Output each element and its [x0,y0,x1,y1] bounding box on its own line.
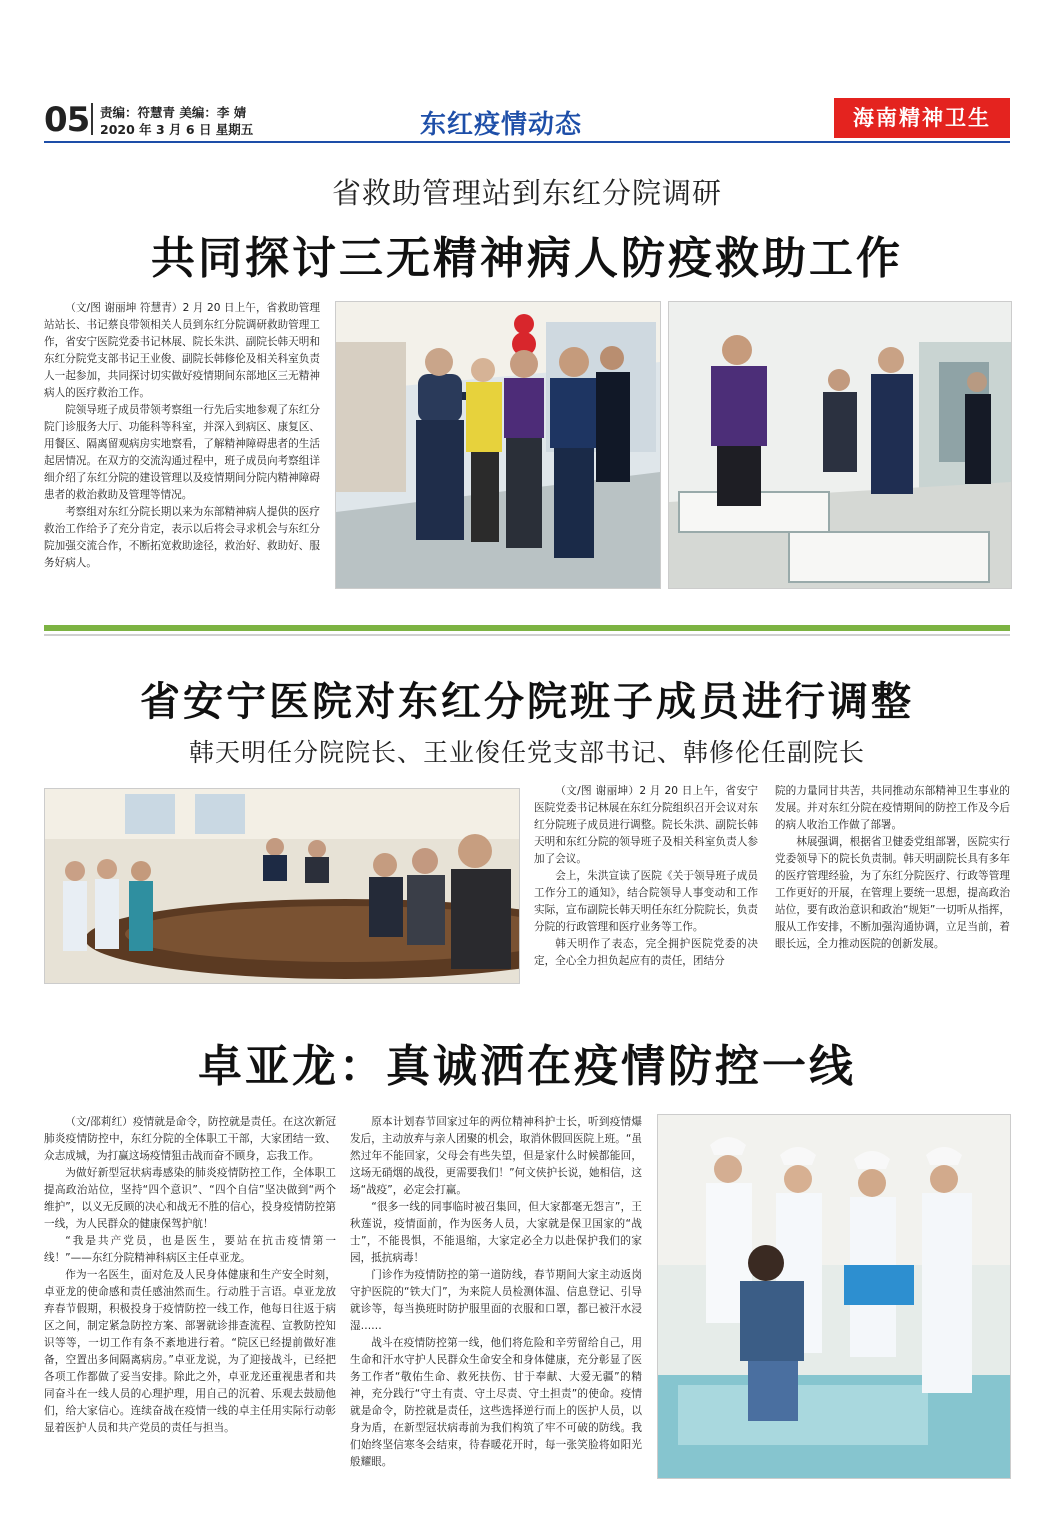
article1-paragraph: 院领导班子成员带领考察组一行先后实地参观了东红分院门诊服务大厅、功能科等科室，并深入到病区、康复区、用餐区、隔离留观病房实地察看，了解精神障碍患者的生活起居情况。在双方的交流沟通过程中，班子成员向考察组详细介绍了东红分院的建设管理以及疫情期间分院内精神障碍患者的救治救助及管理等情况。 [44,404,320,501]
article1-paragraph: （文/图 谢丽坤 符慧青）2 月 20 日上午，省救助管理站站长、书记蔡良带领相关人员到东红分院调研救助管理工作，省安宁医院党委书记林展、院长朱洪、副院长韩天明和东红分院党支部书记王业俊、副院长韩修伦及相关科室负责人一起参加，共同探讨切实做好疫情期间东部地区三无精神病人的医疗救治工作。 [44,302,320,399]
article2-paragraph: （文/图 谢丽坤）2 月 20 日上午，省安宁医院党委书记林展在东红分院组织召开会议对东红分院班子成员进行调整。院长朱洪、副院长韩天明和东红分院的领导班子及相关科室负责人参加了会议。 [534,785,758,865]
article1-headline: 共同探讨三无精神病人防疫救助工作 [151,233,903,284]
header-rule [44,141,1010,143]
photo-meeting [44,788,520,984]
photo-nurses-patient-image [658,1115,1010,1478]
article3-paragraph: “很多一线的同事临时被召集回，但大家都毫无怨言”，王秋莲说，疫情面前，作为医务人员，大家就是保卫国家的“战士”，不能畏惧，不能退缩，大家定必全力以赴保护我们的家园，抵抗病毒！ [350,1201,642,1264]
article3-column-2 [350,1114,642,1489]
photo-meeting-image [45,789,519,983]
photo-corridor-visit-image [336,302,660,588]
article2-paragraph: 院的力量同甘共苦，共同推动东部精神卫生事业的发展。并对东红分院在疫情期间的防控工作及今后的病人收治工作做了部署。 [775,785,1010,831]
article3-headline: 卓亚龙：真诚洒在疫情防控一线 [198,1041,856,1092]
article2-paragraph: 林展强调，根据省卫健委党组部署，医院实行党委领导下的院长负责制。韩天明副院长具有多年的医疗管理经验，为了东红分院医疗、行政等管理工作更好的开展，在管理上要统一思想，提高政治站位，要有政治意识和政治“规矩”一切听从指挥，服从工作安排，不断加强沟通协调，立足当前，着眼长远，全力推动医院的创新发展。 [775,836,1010,950]
article1-body [44,300,320,590]
article3-paragraph: 作为一名医生，面对危及人民身体健康和生产安全时刻，卓亚龙的使命感和责任感油然而生。行动胜于言语。卓亚龙放弃春节假期，积极投身于疫情防控一线工作，他每日往返于病区之间，制定紧急防控方案、部署就诊排查流程、宣教防控知识等等，一切工作有条不紊地进行着。“院区已经提前做好准备，空置出多间隔离病房。”卓亚龙说，为了迎接战斗，已经把各项工作都做了妥当安排。除此之外，卓亚龙还重视患者和共同奋斗在一线人员的心理护理，用自己的沉着、乐观去鼓励他们，给大家信心。连续奋战在疫情一线的卓主任用实际行动彰显着医护人员和共产党员的责任与担当。 [44,1269,336,1434]
article1-kicker: 省救助管理站到东红分院调研 [331,176,722,210]
article1-paragraph: 考察组对东红分院长期以来为东部精神病人提供的医疗救治工作给予了充分肯定，表示以后将会寻求机会与东红分院加强交流合作，不断拓宽救助途径，救治好、救助好、服务好病人。 [44,506,320,569]
article3-paragraph: 门诊作为疫情防控的第一道防线，春节期间大家主动返岗守护医院的“铁大门”，为来院人员检测体温、信息登记、引导就诊等，每当换班时防护服里面的衣服和口罩，都已被汗水浸湿…… [350,1269,642,1332]
article3-paragraph: “我是共产党员，也是医生，要站在抗击疫情第一线！”——东红分院精神科病区主任卓亚龙。 [44,1235,336,1264]
article2-headline: 省安宁医院对东红分院班子成员进行调整 [140,679,914,725]
article3-paragraph: 为做好新型冠状病毒感染的肺炎疫情防控工作，全体职工提高政治站位，坚持“四个意识”、“四个自信”坚决做到“两个维护”，以义无反顾的决心和战无不胜的信心，投身疫情防控第一线，为人民群众的健康保驾护航！ [44,1167,336,1230]
article3-paragraph: 原本计划春节回家过年的两位精神科护士长，听到疫情爆发后，主动放弃与亲人团聚的机会，取消休假回医院上班。“虽然过年不能回家，父母会有些失望，但是家什么时候都能回，这场无硝烟的战役，更需要我们！”何文侠护长说，她相信，这场“战疫”，必定会打赢。 [350,1116,642,1196]
article2-subhead: 韩天明任分院院长、王业俊任党支部书记、韩修伦任副院长 [188,738,865,767]
date-line: 2020 年 3 月 6 日 星期五 [100,122,254,137]
article2-paragraph: 会上，朱洪宣读了医院《关于领导班子成员工作分工的通知》，结合院领导人事变动和工作实际，宣布副院长韩天明任东红分院院长，负责分院的行政管理和医疗业务等工作。 [534,870,758,933]
photo-nurses-patient [657,1114,1011,1479]
photo-corridor-visit [335,301,661,589]
article2-paragraph: 韩天明作了表态，完全拥护医院党委的决定，全心全力担负起应有的责任，团结分 [534,938,758,967]
article2-column-2 [775,783,1010,983]
page-number: 05 [44,100,90,140]
article3-paragraph: 战斗在疫情防控第一线，他们将危险和辛劳留给自己，用生命和汗水守护人民群众生命安全和身体健康，充分彰显了医务工作者“敬佑生命、救死扶伤、甘于奉献、大爱无疆”的精神，充分践行“守土有责、守土尽责、守土担责”的使命。疫情就是命令，防控就是责任，这些选择逆行而上的医护人员，以身为盾，在新型冠状病毒前为我们构筑了牢不可破的防线。我们始终坚信寒冬会结束，待春暖花开时，每一张笑脸将如阳光般耀眼。 [350,1337,642,1468]
article3-paragraph: （文/邵莉红）疫情就是命令，防控就是责任。在这次新冠肺炎疫情防控中，东红分院的全体职工干部，大家团结一致、众志成城，为打赢这场疫情狙击战而奋不顾身，忘我工作。 [44,1116,336,1162]
article2-column-1 [534,783,758,983]
header-separator [91,103,93,135]
photo-ward-inspection [668,301,1012,589]
article3-column-1 [44,1114,336,1489]
section-divider-shadow [44,634,1010,636]
editors-line: 责编：符慧青 美编：李 婧 [100,105,247,120]
header-meta [100,104,253,138]
section-divider [44,625,1010,631]
photo-ward-inspection-image [669,302,1011,588]
brand-logo: 海南精神卫生 [834,98,1010,138]
section-title: 东红疫情动态 [420,110,583,140]
